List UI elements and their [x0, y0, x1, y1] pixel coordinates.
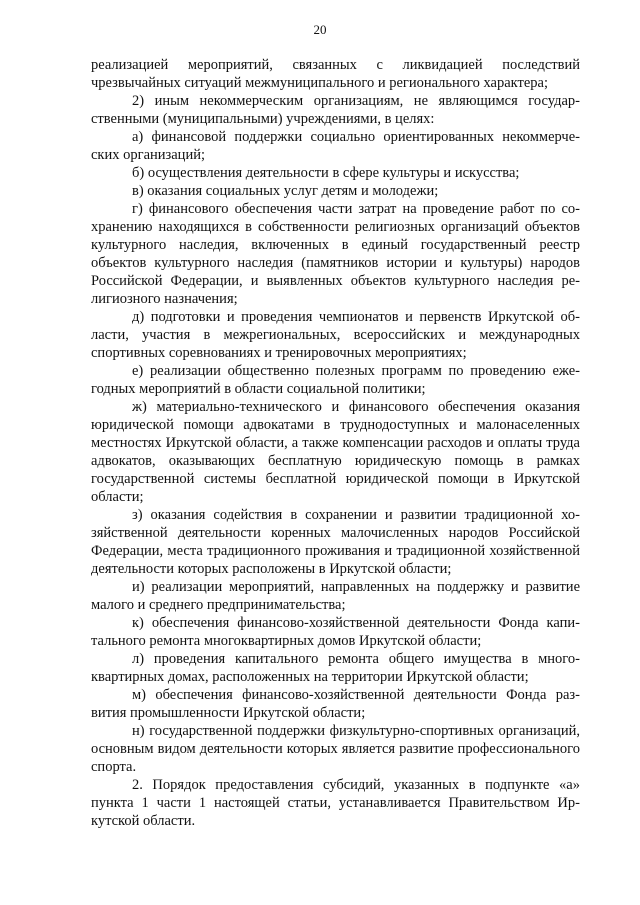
paragraph-item-e: е) реализации общественно полезных программ по проведению ежегодных мероприятий в области социальной политики;	[91, 363, 580, 397]
paragraph-item-m: м) обеспечения финансово-хозяйственной деятельности Фонда развития промышленности Иркутской области;	[91, 687, 580, 721]
paragraph-item-l: л) проведения капитального ремонта общего имущества в многоквартирных домах, расположенных на территории Иркутской области;	[91, 651, 580, 685]
paragraph-item-a: а) финансовой поддержки социально ориентированных некоммерческих организаций;	[91, 129, 580, 163]
paragraph-continuation: реализацией мероприятий, связанных с ликвидацией последствий чрезвычайных ситуаций межмуниципального и регионального характера;	[91, 57, 580, 91]
paragraph-item-k: к) обеспечения финансово-хозяйственной деятельности Фонда капитального ремонта многоквартирных домов Иркутской области;	[91, 615, 580, 649]
body-text	[91, 56, 580, 830]
paragraph-item-zh: ж) материально-технического и финансового обеспечения оказания юридической помощи адвокатами в труднодоступных и малонаселенных местностях Иркутской области, а также компенсации расходов и оплаты труда адвокатов, оказывающих бесплатную юридическую помощь в рамках государственной системы бесплатной юридической помощи в Иркутской области;	[91, 399, 580, 505]
paragraph-item-v: в) оказания социальных услуг детям и молодежи;	[132, 183, 439, 199]
paragraph-item-2: 2) иным некоммерческим организациям, не являющимся государственными (муниципальными) учреждениями, в целях:	[91, 93, 580, 127]
paragraph-item-n: н) государственной поддержки физкультурно-спортивных организаций, основным видом деятельности которых является развитие профессионального спорта.	[91, 723, 580, 775]
paragraph-item-b: б) осуществления деятельности в сфере культуры и искусства;	[132, 165, 520, 181]
paragraph-item-g: г) финансового обеспечения части затрат на проведение работ по сохранению находящихся в собственности религиозных организаций объектов культурного наследия, включенных в единый государственный реестр объектов культурного наследия (памятников истории и культуры) народов Российской Федерации, и выявленных объектов культурного наследия религиозного назначения;	[91, 201, 580, 307]
paragraph-item-z: з) оказания содействия в сохранении и развитии традиционной хозяйственной деятельности коренных малочисленных народов Российской Федерации, места традиционного проживания и традиционной хозяйственной деятельности которых расположены в Иркутской области;	[91, 507, 580, 577]
paragraph-item-i: и) реализации мероприятий, направленных на поддержку и развитие малого и среднего предпринимательства;	[91, 579, 580, 613]
paragraph-section-2: 2. Порядок предоставления субсидий, указанных в подпункте «а» пункта 1 части 1 настоящей статьи, устанавливается Правительством Иркутской области.	[91, 777, 580, 829]
paragraph-item-d: д) подготовки и проведения чемпионатов и первенств Иркутской области, участия в межрегиональных, всероссийских и международных спортивных соревнованиях и тренировочных мероприятиях;	[91, 309, 580, 361]
page-number: 20	[313, 22, 327, 37]
